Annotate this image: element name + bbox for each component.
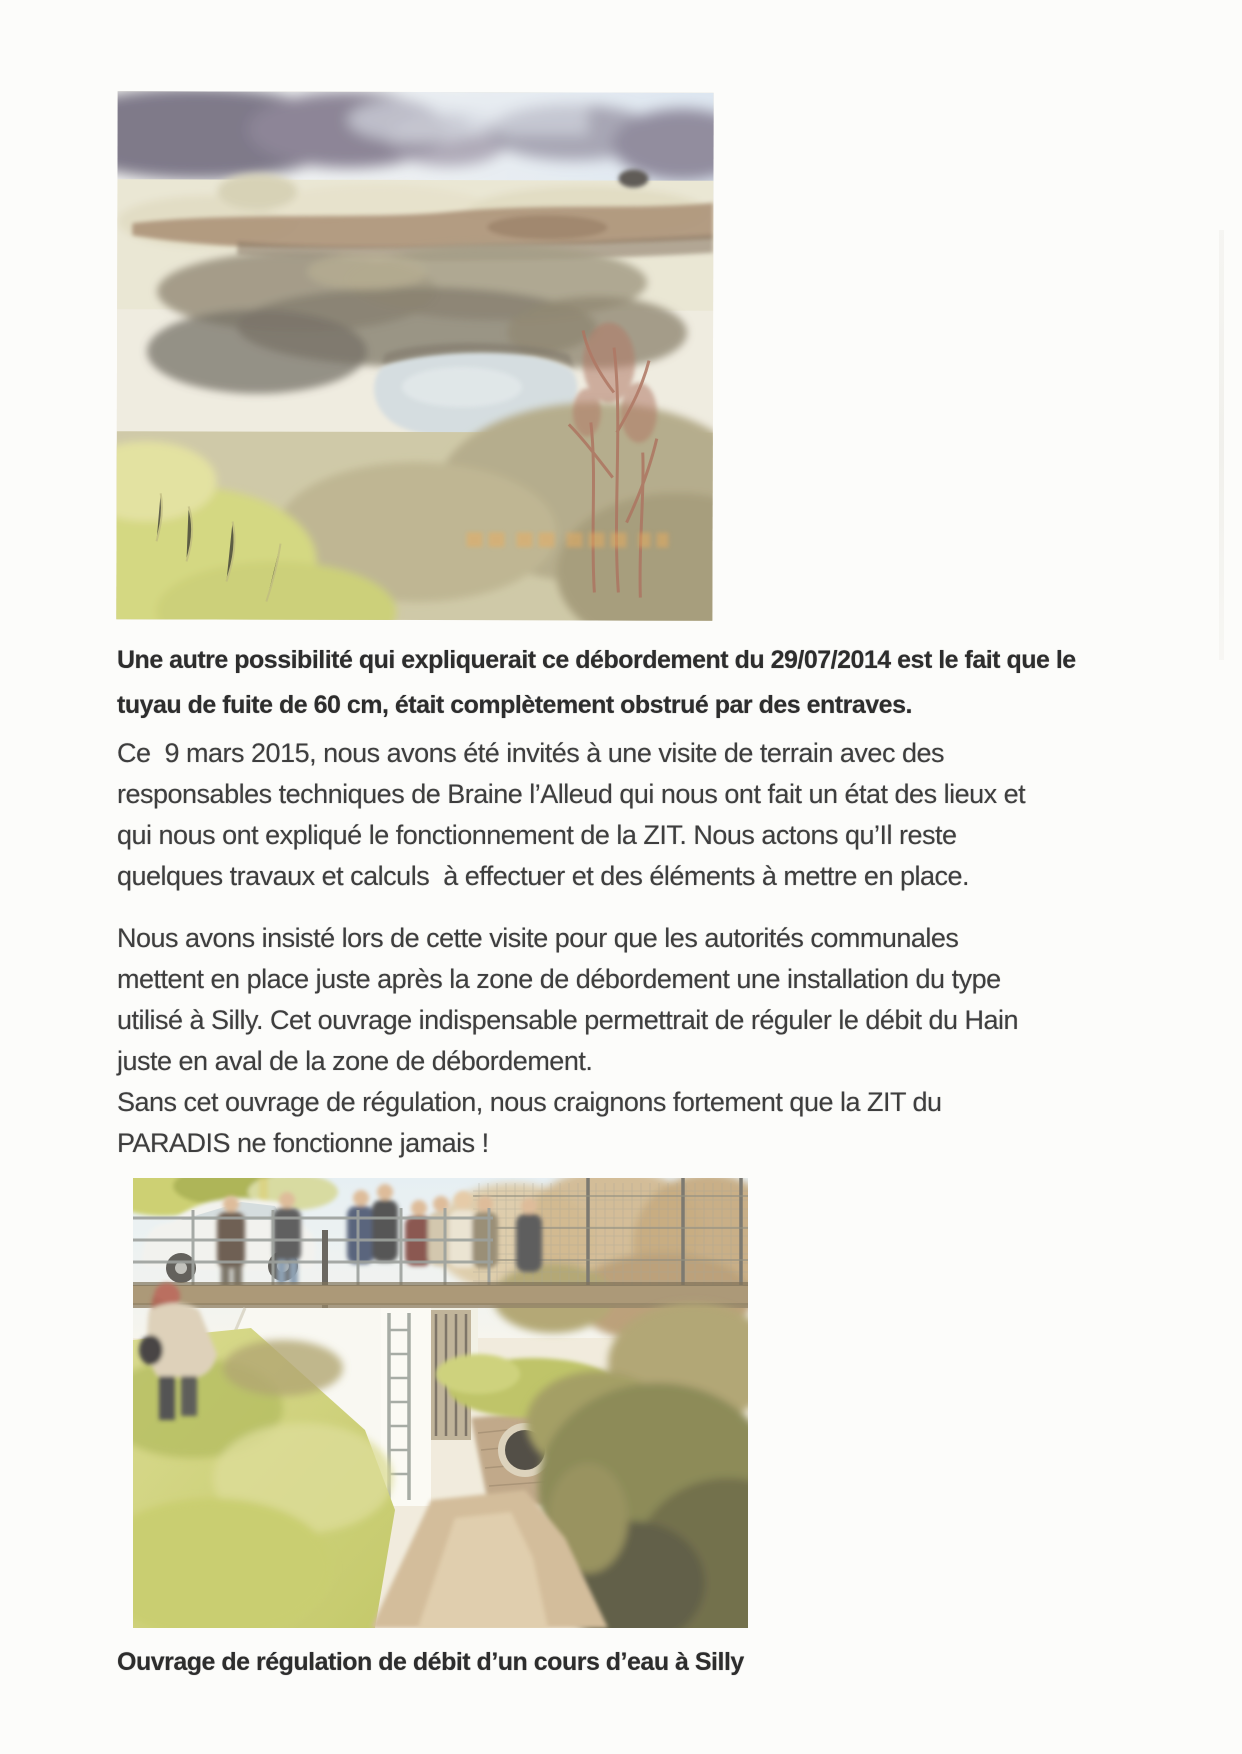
body-line: Sans cet ouvrage de régulation, nous craignons fortement que la ZIT du — [117, 1087, 942, 1117]
caption-line: tuyau de fuite de 60 cm, était complètement obstrué par des entraves. — [117, 691, 912, 719]
body-line: qui nous ont expliqué le fonctionnement de la ZIT. Nous actons qu’Il reste — [117, 820, 957, 850]
caption-line: Ouvrage de régulation de débit d’un cours d’eau à Silly — [117, 1648, 744, 1676]
caption-overflow-explanation — [117, 638, 1076, 728]
caption-regulation-structure — [117, 1640, 744, 1685]
regulation-structure-illustration — [133, 1178, 748, 1628]
scan-wash-overlay — [133, 1178, 748, 1628]
photo-regulation-structure-silly — [133, 1178, 748, 1628]
body-line: Ce 9 mars 2015, nous avons été invités à une visite de terrain avec des — [117, 738, 944, 768]
body-line: PARADIS ne fonctionne jamais ! — [117, 1128, 489, 1158]
paragraph-site-visit — [117, 733, 1025, 897]
body-line: utilisé à Silly. Cet ouvrage indispensable permettrait de réguler le débit du Hain — [117, 1005, 1019, 1035]
body-line: responsables techniques de Braine l’Alleud qui nous ont fait un état des lieux et — [117, 779, 1026, 809]
paragraph-regulation-request — [117, 918, 1018, 1164]
wetland-photo-illustration — [116, 91, 713, 621]
scan-wash-overlay — [116, 91, 713, 621]
body-line: juste en aval de la zone de débordement. — [117, 1046, 593, 1076]
scan-edge-artifact — [1219, 230, 1224, 660]
body-line: mettent en place juste après la zone de débordement une installation du type — [117, 964, 1001, 994]
body-line: Nous avons insisté lors de cette visite pour que les autorités communales — [117, 923, 959, 953]
caption-line: Une autre possibilité qui expliquerait ce débordement du 29/07/2014 est le fait que le — [117, 646, 1076, 674]
body-line: quelques travaux et calculs à effectuer et des éléments à mettre en place. — [117, 861, 970, 891]
photo-wetland-overflow-zone — [116, 91, 713, 621]
